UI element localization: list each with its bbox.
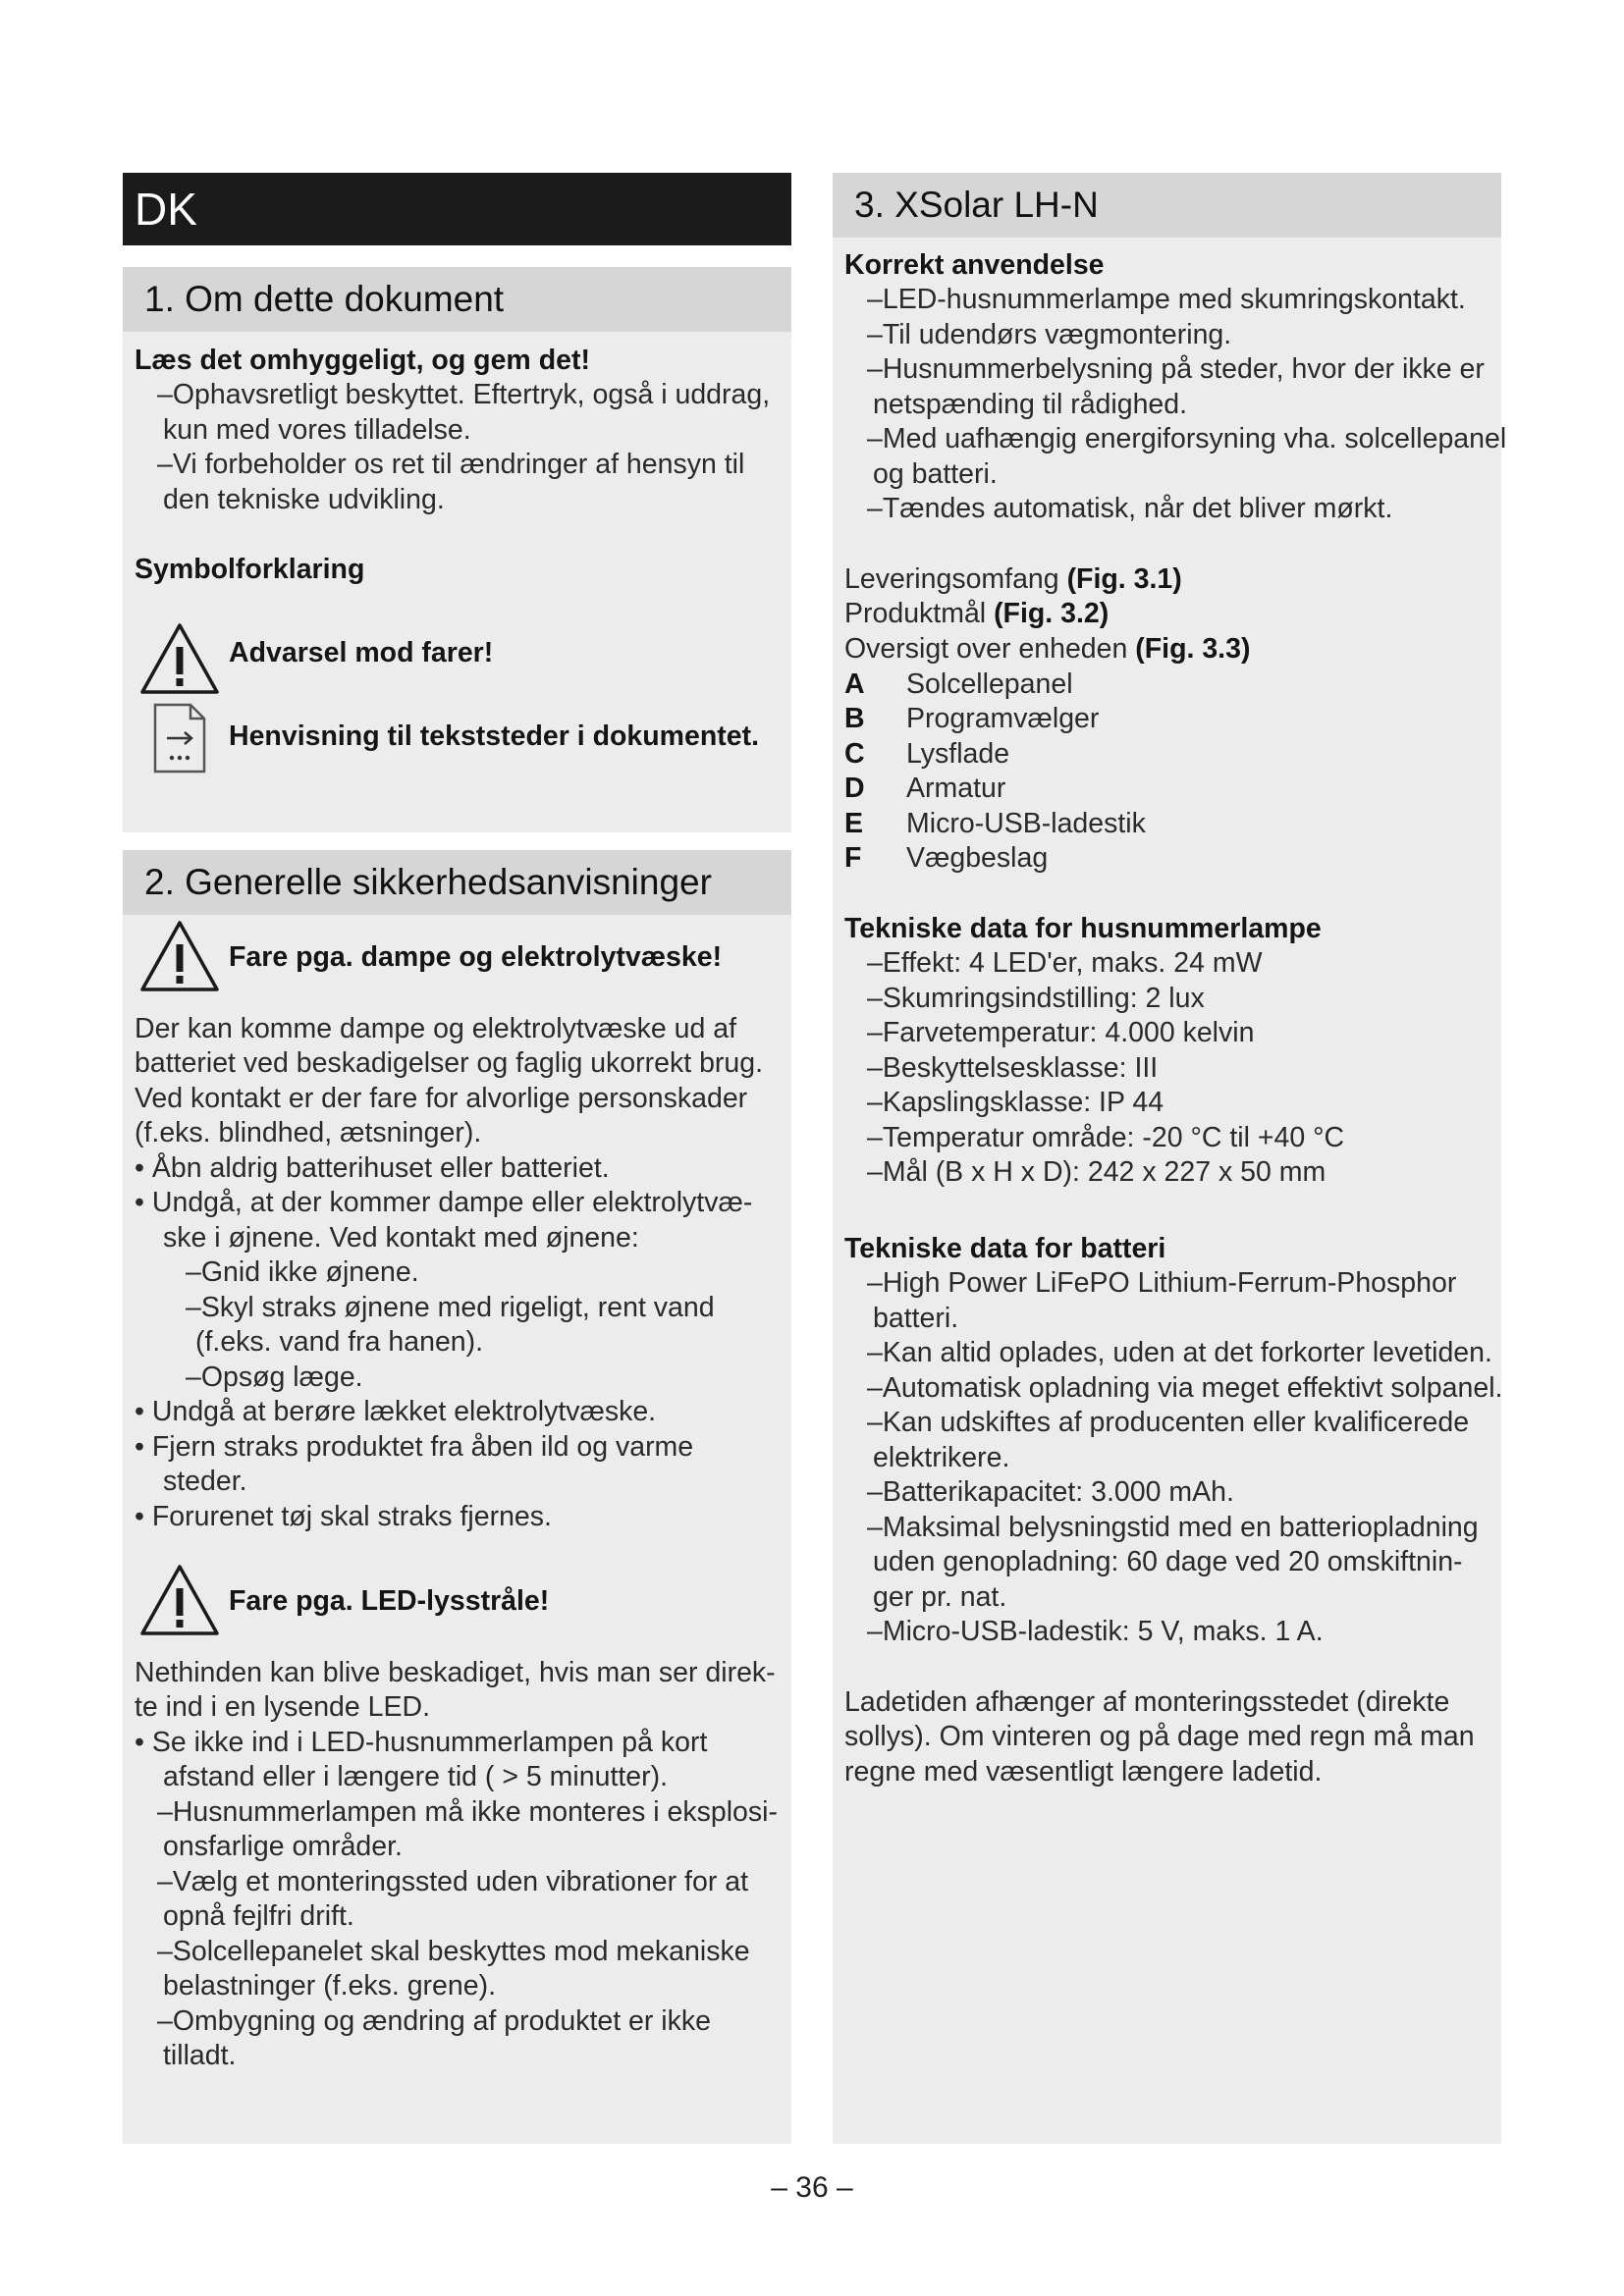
figure-reference xyxy=(844,562,1182,597)
led-warning-line: –Husnummerlampen må ikke monteres i eksplosi- xyxy=(157,1796,778,1828)
vapour-warning-line: Der kan komme dampe og elektrolytvæske ud af xyxy=(135,1013,737,1044)
lamp-data-line: –Beskyttelsesklasse: III xyxy=(867,1052,1159,1084)
vapour-warning-line: • Fjern straks produktet fra åben ild og varme xyxy=(135,1431,694,1463)
part-name: Lysflade xyxy=(906,738,1010,770)
section-1-line: kun med vores tilladelse. xyxy=(163,414,471,446)
section-1-subtitle: Læs det omhyggeligt, og gem det! xyxy=(135,345,590,376)
section-1-line: –Ophavsretligt beskyttet. Eftertryk, også i uddrag, xyxy=(157,379,771,410)
led-warning-line: opnå fejlfri drift. xyxy=(163,1900,354,1932)
part-name: Armatur xyxy=(906,773,1006,804)
lamp-data-line: –Mål (B x H x D): 242 x 227 x 50 mm xyxy=(867,1156,1326,1188)
vapour-warning-line: –Skyl straks øjnene med rigeligt, rent vand xyxy=(186,1292,715,1323)
battery-data-line: elektrikere. xyxy=(873,1442,1010,1473)
lamp-data-line: –Kapslingsklasse: IP 44 xyxy=(867,1087,1164,1118)
vapour-warning-line: steder. xyxy=(163,1466,247,1497)
vapour-warning-line: –Opsøg læge. xyxy=(186,1362,363,1393)
use-heading: Korrekt anvendelse xyxy=(844,249,1105,281)
vapour-warning-label: Fare pga. dampe og elektrolytvæske! xyxy=(229,941,723,973)
led-warning-line: afstand eller i længere tid ( > 5 minutter). xyxy=(163,1761,669,1792)
battery-data-line: –Maksimal belysningstid med en batteriopladning xyxy=(867,1512,1479,1543)
part-key: B xyxy=(844,703,865,734)
figure-reference-fig: (Fig. 3.2) xyxy=(994,598,1110,629)
battery-data-line: –Automatisk opladning via meget effektivt solpanel. xyxy=(867,1372,1503,1404)
vapour-warning-line: (f.eks. blindhed, ætsninger). xyxy=(135,1117,482,1148)
battery-data-line: –Batterikapacitet: 3.000 mAh. xyxy=(867,1476,1234,1508)
use-line: –Husnummerbelysning på steder, hvor der ikke er xyxy=(867,353,1485,385)
vapour-warning-line: (f.eks. vand fra hanen). xyxy=(195,1326,484,1358)
part-name: Programvælger xyxy=(906,703,1100,734)
led-warning-label: Fare pga. LED-lysstråle! xyxy=(229,1585,550,1617)
lamp-data-heading: Tekniske data for husnummerlampe xyxy=(844,913,1322,944)
battery-data-line: –Kan altid oplades, uden at det forkorter levetiden. xyxy=(867,1337,1492,1368)
use-line: –Tændes automatisk, når det bliver mørkt. xyxy=(867,493,1393,524)
reference-label: Henvisning til tekststeder i dokumentet. xyxy=(229,721,760,752)
section-2-title: 2. Generelle sikkerhedsanvisninger xyxy=(123,850,791,915)
led-warning-line: tilladt. xyxy=(163,2040,237,2071)
language-tab: DK xyxy=(123,173,791,245)
page-number: – 36 – xyxy=(771,2171,853,2204)
vapour-warning-line: • Undgå at berøre lækket elektrolytvæske. xyxy=(135,1396,657,1427)
part-key: D xyxy=(844,773,865,804)
vapour-warning-line: • Forurenet tøj skal straks fjernes. xyxy=(135,1501,552,1532)
charge-time-line: Ladetiden afhænger af monteringsstedet (direkte xyxy=(844,1686,1450,1718)
led-warning-line: –Ombygning og ændring af produktet er ikke xyxy=(157,2005,711,2037)
vapour-warning-line: ske i øjnene. Ved kontakt med øjnene: xyxy=(163,1222,639,1254)
vapour-warning-line: • Undgå, at der kommer dampe eller elektrolytvæ- xyxy=(135,1187,753,1218)
use-line: og batteri. xyxy=(873,458,998,490)
figure-reference-text: Oversigt over enheden xyxy=(844,633,1136,665)
use-line: –Til udendørs vægmontering. xyxy=(867,319,1232,350)
figure-reference-fig: (Fig. 3.1) xyxy=(1066,563,1182,595)
section-1-line: den tekniske udvikling. xyxy=(163,484,445,515)
section-3-title: 3. XSolar LH-N xyxy=(833,173,1501,238)
lamp-data-line: –Effekt: 4 LED'er, maks. 24 mW xyxy=(867,947,1263,979)
symbol-heading: Symbolforklaring xyxy=(135,554,365,585)
lamp-data-line: –Skumringsindstilling: 2 lux xyxy=(867,983,1205,1014)
section-1-title: 1. Om dette dokument xyxy=(123,267,791,332)
warning-label: Advarsel mod farer! xyxy=(229,637,494,668)
part-key: E xyxy=(844,808,864,839)
lamp-data-line: –Farvetemperatur: 4.000 kelvin xyxy=(867,1017,1255,1048)
figure-reference-fig: (Fig. 3.3) xyxy=(1135,633,1251,665)
led-warning-line: onsfarlige områder. xyxy=(163,1831,403,1862)
figure-reference xyxy=(844,597,1109,631)
battery-data-line: uden genopladning: 60 dage ved 20 omskiftnin- xyxy=(873,1546,1463,1577)
figure-reference-text: Leveringsomfang xyxy=(844,563,1067,595)
led-warning-line: te ind i en lysende LED. xyxy=(135,1691,431,1723)
part-key: C xyxy=(844,738,865,770)
use-line: –Med uafhængig energiforsyning vha. solcellepanel xyxy=(867,423,1507,454)
part-name: Vægbeslag xyxy=(906,842,1049,874)
charge-time-line: sollys). Om vinteren og på dage med regn må man xyxy=(844,1721,1475,1752)
led-warning-line: belastninger (f.eks. grene). xyxy=(163,1970,497,2002)
led-warning-line: • Se ikke ind i LED-husnummerlampen på kort xyxy=(135,1727,708,1758)
battery-data-line: ger pr. nat. xyxy=(873,1581,1007,1613)
lamp-data-line: –Temperatur område: -20 °C til +40 °C xyxy=(867,1122,1345,1153)
led-warning-line: –Vælg et monteringssted uden vibrationer for at xyxy=(157,1866,749,1897)
battery-data-heading: Tekniske data for batteri xyxy=(844,1233,1166,1264)
figure-reference xyxy=(844,632,1250,667)
use-line: netspænding til rådighed. xyxy=(873,389,1188,420)
document-reference-icon xyxy=(151,701,208,775)
vapour-warning-line: batteriet ved beskadigelser og faglig ukorrekt brug. xyxy=(135,1047,764,1079)
use-line: –LED-husnummerlampe med skumringskontakt. xyxy=(867,284,1466,315)
part-key: F xyxy=(844,842,862,874)
figure-reference-text: Produktmål xyxy=(844,598,995,629)
led-warning-line: Nethinden kan blive beskadiget, hvis man ser direk- xyxy=(135,1657,776,1688)
section-1-line: –Vi forbeholder os ret til ændringer af hensyn til xyxy=(157,449,745,480)
charge-time-line: regne med væsentligt længere ladetid. xyxy=(844,1756,1323,1788)
part-name: Solcellepanel xyxy=(906,668,1073,700)
vapour-warning-line: Ved kontakt er der fare for alvorlige personskader xyxy=(135,1083,748,1114)
battery-data-line: –High Power LiFePO Lithium-Ferrum-Phosphor xyxy=(867,1267,1457,1299)
part-name: Micro-USB-ladestik xyxy=(906,808,1146,839)
battery-data-line: –Kan udskiftes af producenten eller kvalificerede xyxy=(867,1407,1470,1438)
vapour-warning-line: • Åbn aldrig batterihuset eller batteriet. xyxy=(135,1152,610,1184)
warning-triangle-icon xyxy=(138,621,221,696)
warning-triangle-icon xyxy=(138,1563,221,1637)
battery-data-line: –Micro-USB-ladestik: 5 V, maks. 1 A. xyxy=(867,1616,1324,1647)
part-key: A xyxy=(844,668,865,700)
vapour-warning-line: –Gnid ikke øjnene. xyxy=(186,1256,419,1288)
battery-data-line: batteri. xyxy=(873,1303,959,1334)
led-warning-line: –Solcellepanelet skal beskyttes mod mekaniske xyxy=(157,1936,750,1967)
warning-triangle-icon xyxy=(138,919,221,993)
